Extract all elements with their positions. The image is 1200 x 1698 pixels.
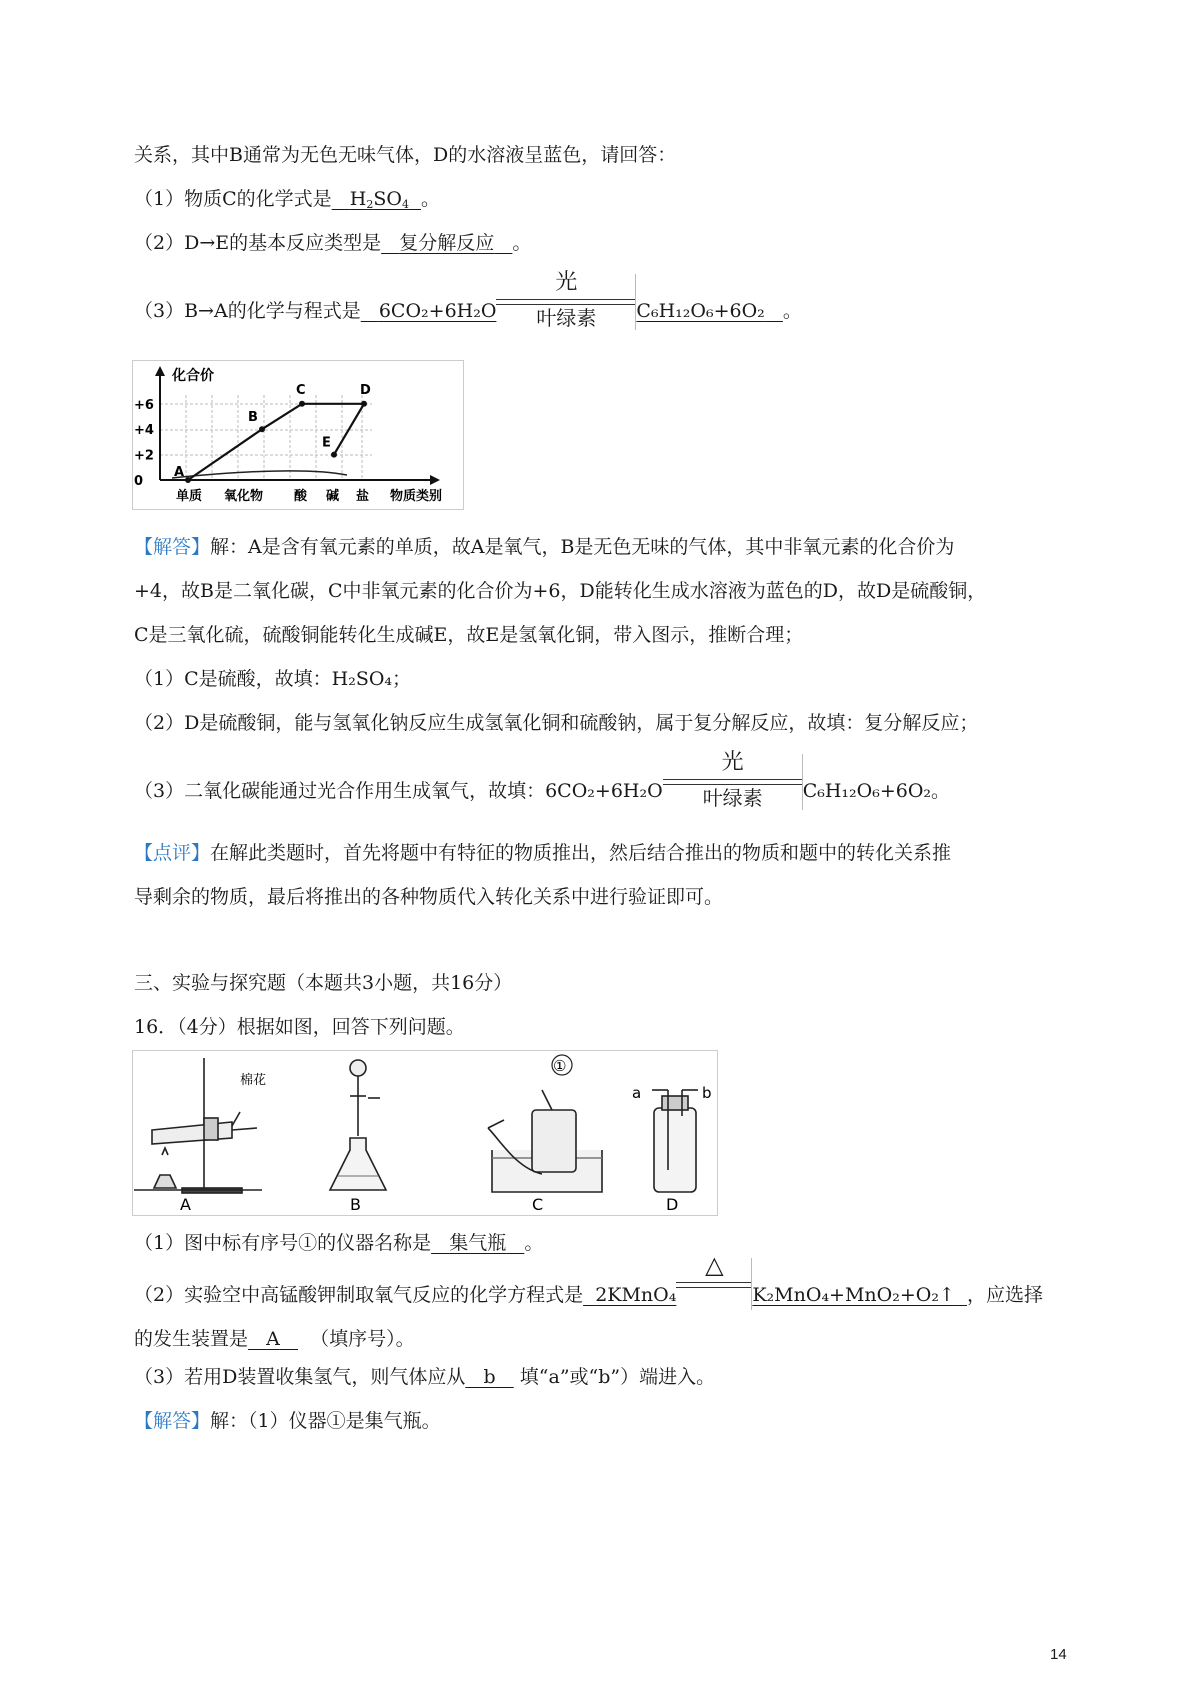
point-C	[299, 401, 305, 407]
question-16-part-1: （1）图中标有序号①的仪器名称是 集气瓶 。	[134, 1232, 544, 1254]
intro-text: 关系，其中B通常为无色无味气体，D的水溶液呈蓝色，请回答：	[134, 144, 677, 166]
y-tick-label: +6	[134, 397, 154, 413]
question-16-title: 16．（4分）根据如图，回答下列问题。	[134, 1016, 465, 1038]
question-2: （2）D→E的基本反应类型是 复分解反应 。	[134, 232, 532, 254]
x-category-label: 单质	[176, 489, 203, 504]
answer-line-1: 【解答】解：A是含有氧元素的单质，故A是氧气，B是无色无味的气体，其中非氧元素的化合价为	[134, 536, 955, 558]
point-E	[331, 452, 337, 458]
equation-16-lhs: 2KMnO₄	[595, 1284, 677, 1306]
point-B	[259, 426, 265, 432]
comment-line-1: 【点评】在解此类题时，首先将题中有特征的物质推出，然后结合推出的物质和题中的转化关系推	[134, 842, 952, 864]
label-a: A	[180, 1195, 191, 1214]
reaction-condition-2: 光 叶绿素	[663, 754, 803, 810]
answer-2: 复分解反应	[399, 232, 495, 254]
point-label-A: A	[174, 465, 185, 480]
apparatus-figure	[132, 1050, 718, 1216]
answer-1: $H_2SO_4$	[349, 188, 409, 211]
equation-rhs: C₆H₁₂O₆+6O₂	[636, 300, 765, 322]
point-label-E: E	[322, 435, 331, 451]
answer-16-1: 集气瓶	[449, 1232, 507, 1254]
point-D	[361, 401, 367, 407]
label-c: C	[532, 1195, 544, 1214]
y-tick-label: 0	[134, 474, 144, 489]
point-label-D: D	[360, 382, 371, 398]
answer-tag: 【解答】	[134, 536, 211, 558]
comment-tag: 【点评】	[134, 842, 211, 864]
equation-16-rhs: K₂MnO₄+MnO₂+O₂↑	[752, 1284, 955, 1306]
question-3: （3）B→A的化学与程式是 6CO₂+6H₂O 光 叶绿素 C₆H₁₂O₆+6O₂ 。	[134, 270, 802, 330]
label-circle-1: ①	[553, 1057, 567, 1075]
x-category-label: 氧化物	[224, 489, 264, 504]
label-cotton: 棉花	[240, 1073, 267, 1088]
x-category-label: 酸	[294, 489, 308, 504]
y-axis-label: 化合价	[172, 368, 214, 384]
answer-16-2: A	[266, 1328, 280, 1350]
x-category-label: 碱	[326, 489, 340, 504]
answer-line-2: +4，故B是二氧化碳，C中非氧元素的化合价为+6，D能转化生成水溶液为蓝色的D，故D是硫酸铜，	[134, 580, 987, 602]
label-b-port: b	[702, 1084, 712, 1102]
question-16-part-2-line-2: 的发生装置是 A （填序号）。	[134, 1328, 415, 1350]
section-heading: 三、实验与探究题（本题共3小题，共16分）	[134, 972, 513, 994]
answer-line-4: （1）C是硫酸，故填：H₂SO₄；	[134, 668, 412, 690]
answer-line-6: （3）二氧化碳能通过光合作用生成氧气，故填：6CO₂+6H₂O 光 叶绿素 C₆H₁₂O₆+6O₂。	[134, 750, 951, 810]
valence-chart	[132, 360, 464, 510]
question-1: （1）物质C的化学式是 $H_2SO_4$ 。	[134, 188, 441, 211]
answer-16-3: b	[483, 1366, 496, 1388]
comment-line-2: 导剩余的物质，最后将推出的各种物质代入转化关系中进行验证即可。	[134, 886, 724, 908]
answer-tag-16: 【解答】	[134, 1410, 211, 1432]
point-label-B: B	[248, 410, 258, 426]
y-tick-label: +4	[134, 423, 154, 439]
answer-line-3: C是三氧化硫，硫酸铜能转化生成碱E，故E是氢氧化铜，带入图示，推断合理；	[134, 624, 804, 646]
question-16-part-2: （2）实验空中高锰酸钾制取氧气反应的化学方程式是 2KMnO₄ △ K₂MnO₄+MnO₂+O₂↑ ，应选择	[134, 1282, 1043, 1310]
label-a-port: a	[632, 1084, 642, 1102]
page-number: 14	[1050, 1646, 1067, 1663]
heating-condition: △	[676, 1258, 752, 1310]
question-16-part-3: （3）若用D装置收集氢气，则气体应从 b 填“a”或“b”）端进入。	[134, 1366, 716, 1388]
label-d: D	[666, 1195, 679, 1214]
point-label-C: C	[296, 382, 306, 398]
answer-line-5: （2）D是硫酸铜，能与氢氧化钠反应生成氢氧化铜和硫酸钠，属于复分解反应，故填：复分解反应；	[134, 712, 979, 734]
question-16-answer: 【解答】解：（1）仪器①是集气瓶。	[134, 1410, 441, 1432]
x-category-label: 盐	[356, 489, 370, 504]
reaction-condition: 光 叶绿素	[496, 274, 636, 330]
x-axis-label: 物质类别	[390, 489, 443, 504]
y-tick-label: +2	[134, 448, 154, 464]
equation-lhs: 6CO₂+6H₂O	[378, 300, 497, 322]
label-b: B	[350, 1195, 361, 1214]
point-A	[185, 477, 191, 483]
